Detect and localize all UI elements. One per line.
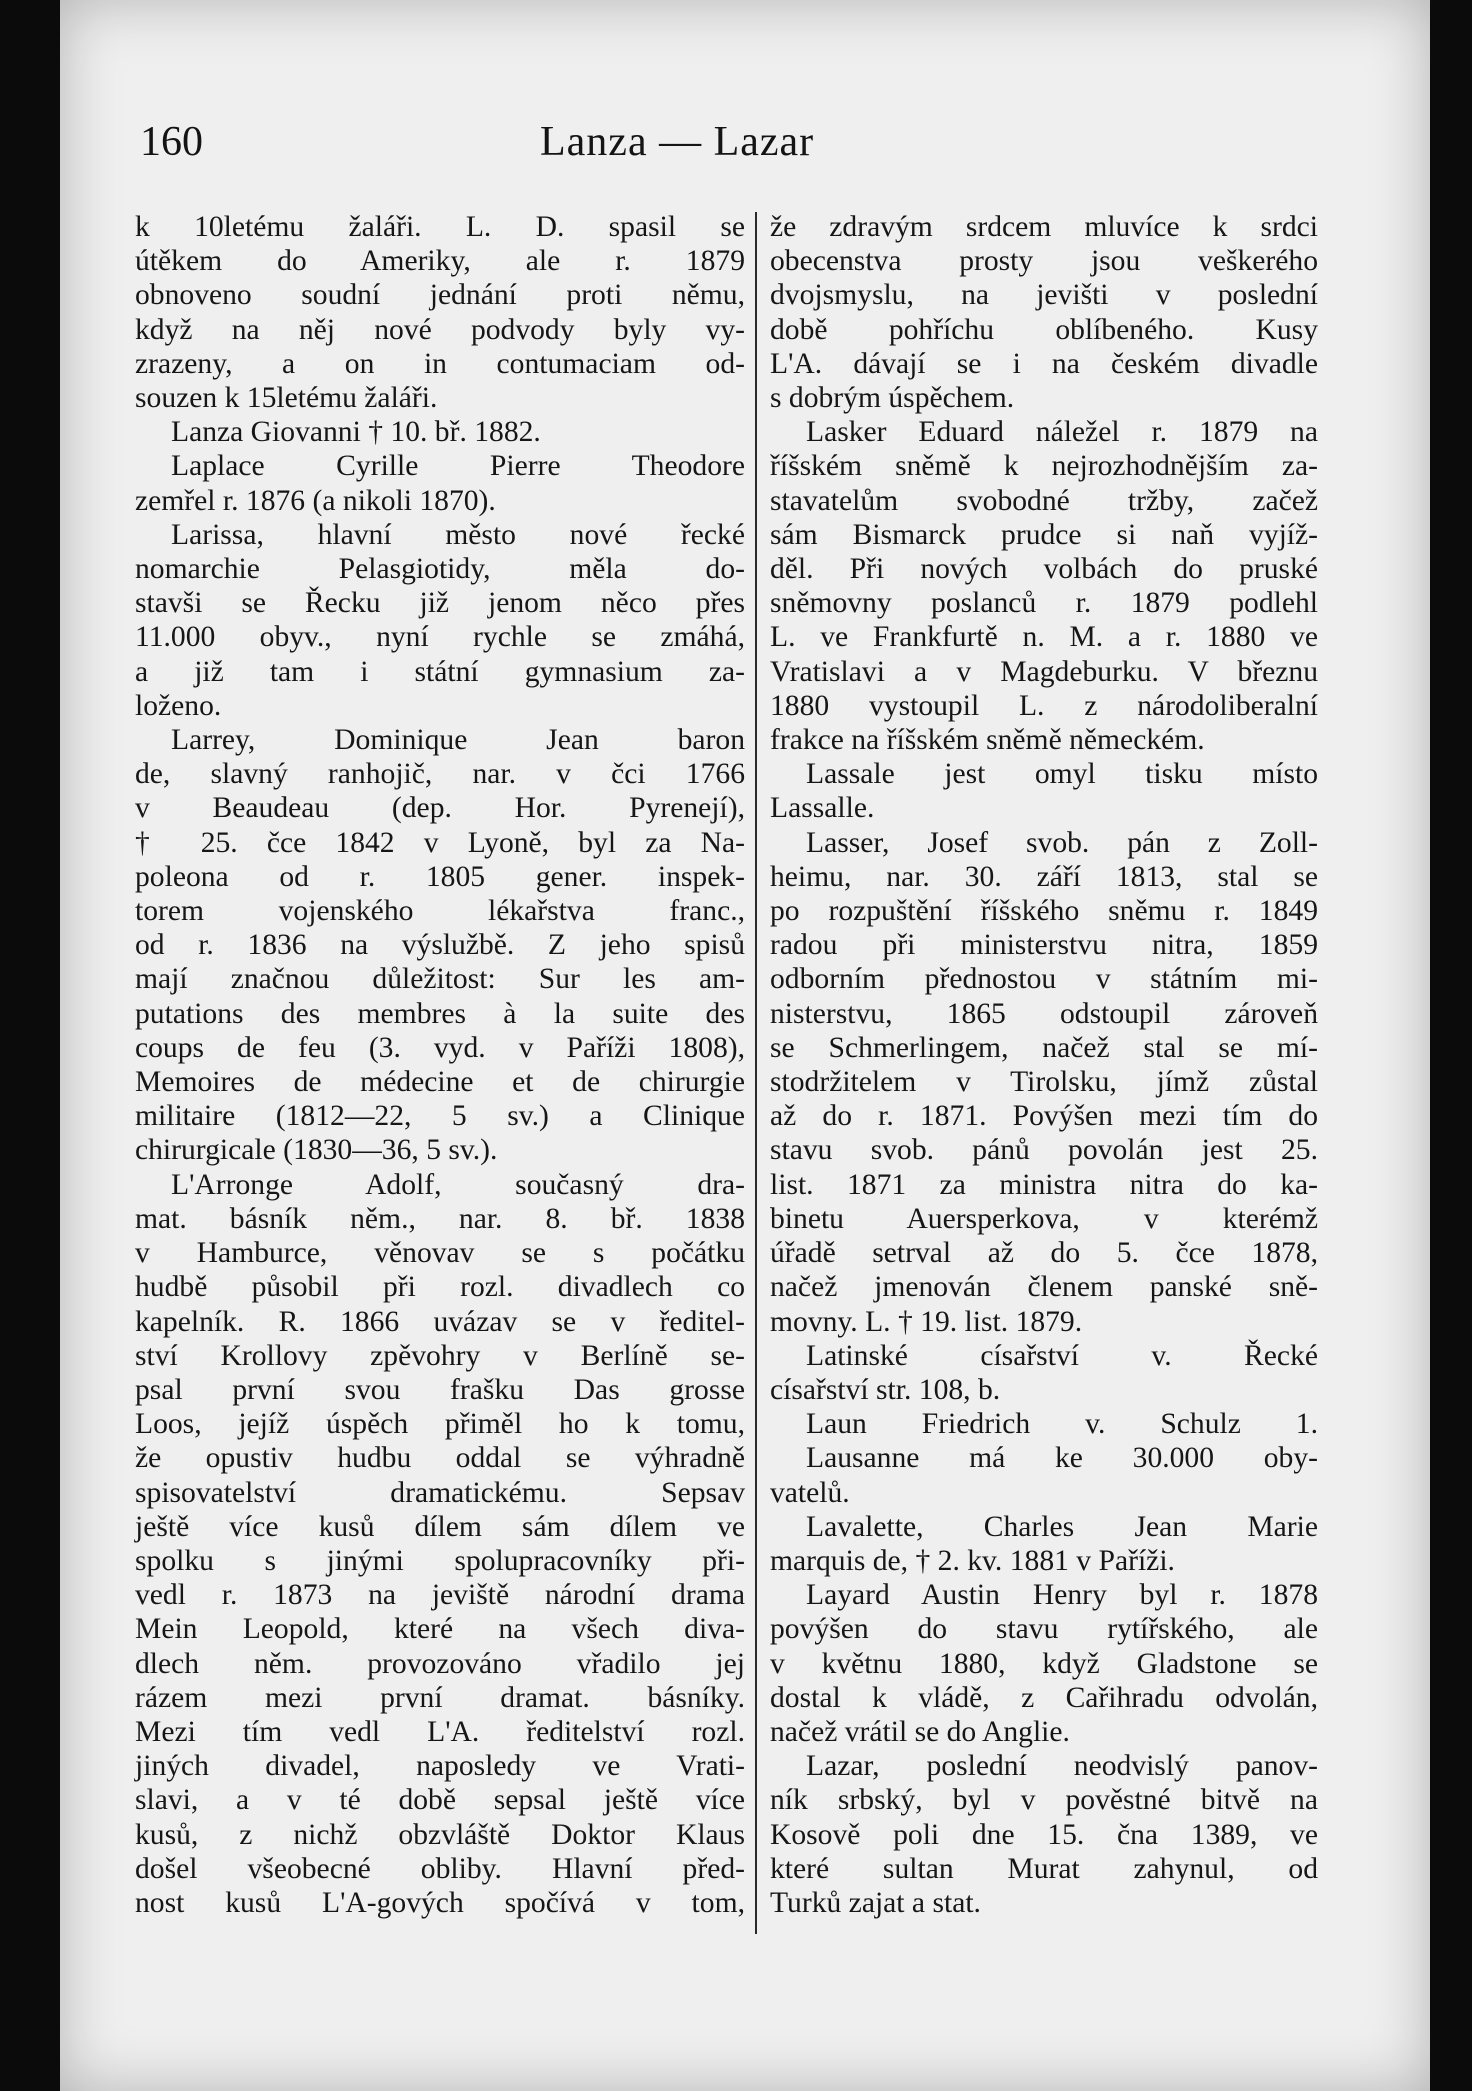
text-line: Larissa, hlavní město nové řecké <box>171 518 745 551</box>
text-line: v Beaudeau (dep. Hor. Pyrenejí), <box>135 792 745 825</box>
text-line: a již tam i státní gymnasium za- <box>135 655 745 688</box>
text-line: nisterstvu, 1865 odstoupil zároveň <box>770 997 1318 1030</box>
text-line: souzen k 15letému žaláři. <box>135 382 438 415</box>
text-line: když na něj nové podvody byly vy- <box>135 313 745 346</box>
column-divider <box>755 212 757 1934</box>
text-line: L. ve Frankfurtě n. M. a r. 1880 ve <box>770 621 1318 654</box>
text-line: načež jmenován členem panské sně- <box>770 1271 1318 1304</box>
text-line: Mezi tím vedl L'A. ředitelství rozl. <box>135 1715 745 1748</box>
text-line: torem vojenského lékařstva franc., <box>135 895 745 928</box>
text-line: Layard Austin Henry byl r. 1878 <box>806 1579 1318 1612</box>
text-line: v květnu 1880, když Gladstone se <box>770 1647 1318 1680</box>
text-line: L'A. dávají se i na českém divadle <box>770 347 1318 380</box>
text-line: poleona od r. 1805 gener. inspek- <box>135 860 745 893</box>
text-line: binetu Auersperkova, v kterémž <box>770 1202 1318 1235</box>
text-line: Lanza Giovanni † 10. bř. 1882. <box>171 416 541 449</box>
scan-left-edge <box>0 0 60 2091</box>
text-line: chirurgicale (1830—36, 5 sv.). <box>135 1134 498 1167</box>
right-column <box>770 210 1318 1920</box>
text-line: Lassalle. <box>770 792 875 825</box>
text-line: Larrey, Dominique Jean baron <box>171 724 745 757</box>
text-line: v Hamburce, věnovav se s počátku <box>135 1237 745 1270</box>
text-line: 11.000 obyv., nyní rychle se zmáhá, <box>135 621 745 654</box>
text-line: coups de feu (3. vyd. v Paříži 1808), <box>135 1031 745 1064</box>
text-line: povýšen do stavu rytířského, ale <box>770 1613 1318 1646</box>
text-line: putations des membres à la suite des <box>135 997 745 1030</box>
text-line: Vratislavi a v Magdeburku. V březnu <box>770 655 1318 688</box>
text-line: děl. Při nových volbách do pruské <box>770 553 1318 586</box>
text-line: se Schmerlingem, načež stal se mí- <box>770 1031 1318 1064</box>
text-line: slavi, a v té době sepsal ještě více <box>135 1784 745 1817</box>
text-line: sněmovny poslanců r. 1879 podlehl <box>770 587 1318 620</box>
text-line: vatelů. <box>770 1476 850 1509</box>
text-line: Lasser, Josef svob. pán z Zoll- <box>806 826 1318 859</box>
running-title: Lanza — Lazar <box>540 119 815 165</box>
text-line: psal první svou frašku Das grosse <box>135 1373 745 1406</box>
text-line: odborním přednostou v státním mi- <box>770 963 1318 996</box>
text-line: Laun Friedrich v. Schulz 1. <box>806 1408 1318 1441</box>
text-line: Memoires de médecine et de chirurgie <box>135 1066 745 1099</box>
text-line: mají značnou důležitost: Sur les am- <box>135 963 745 996</box>
text-line: sám Bismarck prudce si naň vyjíž- <box>770 518 1318 551</box>
text-line: že zdravým srdcem mluvíce k srdci <box>770 211 1318 243</box>
text-line: stavatelům svobodné tržby, začež <box>770 484 1318 517</box>
text-line: 1880 vystoupil L. z národoliberalní <box>770 689 1318 722</box>
left-column <box>135 210 745 1920</box>
text-line: císařství str. 108, b. <box>770 1373 1001 1406</box>
text-line: stavu svob. pánů povolán jest 25. <box>770 1134 1318 1167</box>
text-line: zrazeny, a on in contumaciam od- <box>135 347 745 380</box>
text-line: spisovatelství dramatickému. Sepsav <box>135 1476 745 1509</box>
text-line: de, slavný ranhojič, nar. v čci 1766 <box>135 758 745 791</box>
page-number: 160 <box>140 119 203 165</box>
text-line: říšském sněmě k nejrozhodnějším za- <box>770 450 1318 483</box>
text-line: loženo. <box>135 689 222 722</box>
text-line: Lavalette, Charles Jean Marie <box>806 1510 1318 1543</box>
text-line: nost kusů L'A-gových spočívá v tom, <box>135 1886 745 1919</box>
text-line: dvojsmyslu, na jevišti v poslední <box>770 279 1318 312</box>
text-line: militaire (1812—22, 5 sv.) a Clinique <box>135 1100 745 1133</box>
text-line: kapelník. R. 1866 uvázav se v ředitel- <box>135 1305 745 1338</box>
text-line: Lazar, poslední neodvislý panov- <box>806 1750 1318 1783</box>
text-line: dostal k vládě, z Cařihradu odvolán, <box>770 1681 1318 1714</box>
text-line: od r. 1836 na výslužbě. Z jeho spisů <box>135 929 745 962</box>
text-line: s dobrým úspěchem. <box>770 382 1015 415</box>
text-line: úřadě setrval až do 5. čce 1878, <box>770 1237 1318 1270</box>
text-line: spolku s jinými spolupracovníky při- <box>135 1544 745 1577</box>
text-line: stodržitelem v Tirolsku, jímž zůstal <box>770 1066 1318 1099</box>
text-line: movny. L. † 19. list. 1879. <box>770 1305 1083 1338</box>
text-line: ník srbský, byl v pověstné bitvě na <box>770 1784 1318 1817</box>
text-line: list. 1871 za ministra nitra do ka- <box>770 1168 1318 1201</box>
text-line: stavši se Řecku již jenom něco přes <box>135 587 745 620</box>
text-line: kusů, z nichž obzvláště Doktor Klaus <box>135 1818 745 1851</box>
text-line: Kosově poli dne 15. čna 1389, ve <box>770 1818 1318 1851</box>
text-line: době pohříchu oblíbeného. Kusy <box>770 313 1318 346</box>
text-line: že opustiv hudbu oddal se výhradně <box>135 1442 745 1475</box>
text-line: dlech něm. provozováno vřadilo jej <box>135 1647 745 1680</box>
text-line: L'Arronge Adolf, současný dra- <box>171 1168 745 1201</box>
text-line: došel všeobecné obliby. Hlavní před- <box>135 1852 745 1885</box>
text-line: obnoveno soudní jednání proti němu, <box>135 279 745 312</box>
text-line: ještě více kusů dílem sám dílem ve <box>135 1510 745 1543</box>
text-line: útěkem do Ameriky, ale r. 1879 <box>135 245 745 278</box>
text-line: vedl r. 1873 na jeviště národní drama <box>135 1579 745 1612</box>
text-line: zemřel r. 1876 (a nikoli 1870). <box>135 484 496 517</box>
text-line: Loos, jejíž úspěch přiměl ho k tomu, <box>135 1408 745 1441</box>
scan-right-edge <box>1430 0 1472 2091</box>
text-line: jiných divadel, naposledy ve Vrati- <box>135 1750 745 1783</box>
text-line: marquis de, † 2. kv. 1881 v Paříži. <box>770 1544 1175 1577</box>
text-line: ství Krollovy zpěvohry v Berlíně se- <box>135 1339 745 1372</box>
text-line: heimu, nar. 30. září 1813, stal se <box>770 860 1318 893</box>
text-line: Latinské císařství v. Řecké <box>806 1339 1318 1372</box>
text-line: nomarchie Pelasgiotidy, měla do- <box>135 553 745 586</box>
text-line: obecenstva prosty jsou veškerého <box>770 245 1318 278</box>
text-line: hudbě působil při rozl. divadlech co <box>135 1271 745 1304</box>
text-line: které sultan Murat zahynul, od <box>770 1852 1318 1885</box>
text-line: frakce na říšském sněmě německém. <box>770 724 1205 757</box>
text-line: až do r. 1871. Povýšen mezi tím do <box>770 1100 1318 1133</box>
text-line: Lasker Eduard náležel r. 1879 na <box>806 416 1318 449</box>
text-line: radou při ministerstvu nitra, 1859 <box>770 929 1318 962</box>
text-line: po rozpuštění říšského sněmu r. 1849 <box>770 895 1318 928</box>
text-line: † 25. čce 1842 v Lyoně, byl za Na- <box>135 826 745 859</box>
text-line: mat. básník něm., nar. 8. bř. 1838 <box>135 1202 745 1235</box>
text-line: načež vrátil se do Anglie. <box>770 1715 1070 1748</box>
text-line: Turků zajat a stat. <box>770 1886 981 1919</box>
text-line: rázem mezi první dramat. básníky. <box>135 1681 745 1714</box>
text-line: Lassale jest omyl tisku místo <box>806 758 1318 791</box>
text-line: k 10letému žaláři. L. D. spasil se <box>135 211 745 243</box>
text-line: Mein Leopold, které na všech diva- <box>135 1613 745 1646</box>
text-line: Laplace Cyrille Pierre Theodore <box>171 450 745 483</box>
text-line: Lausanne má ke 30.000 oby- <box>806 1442 1318 1475</box>
